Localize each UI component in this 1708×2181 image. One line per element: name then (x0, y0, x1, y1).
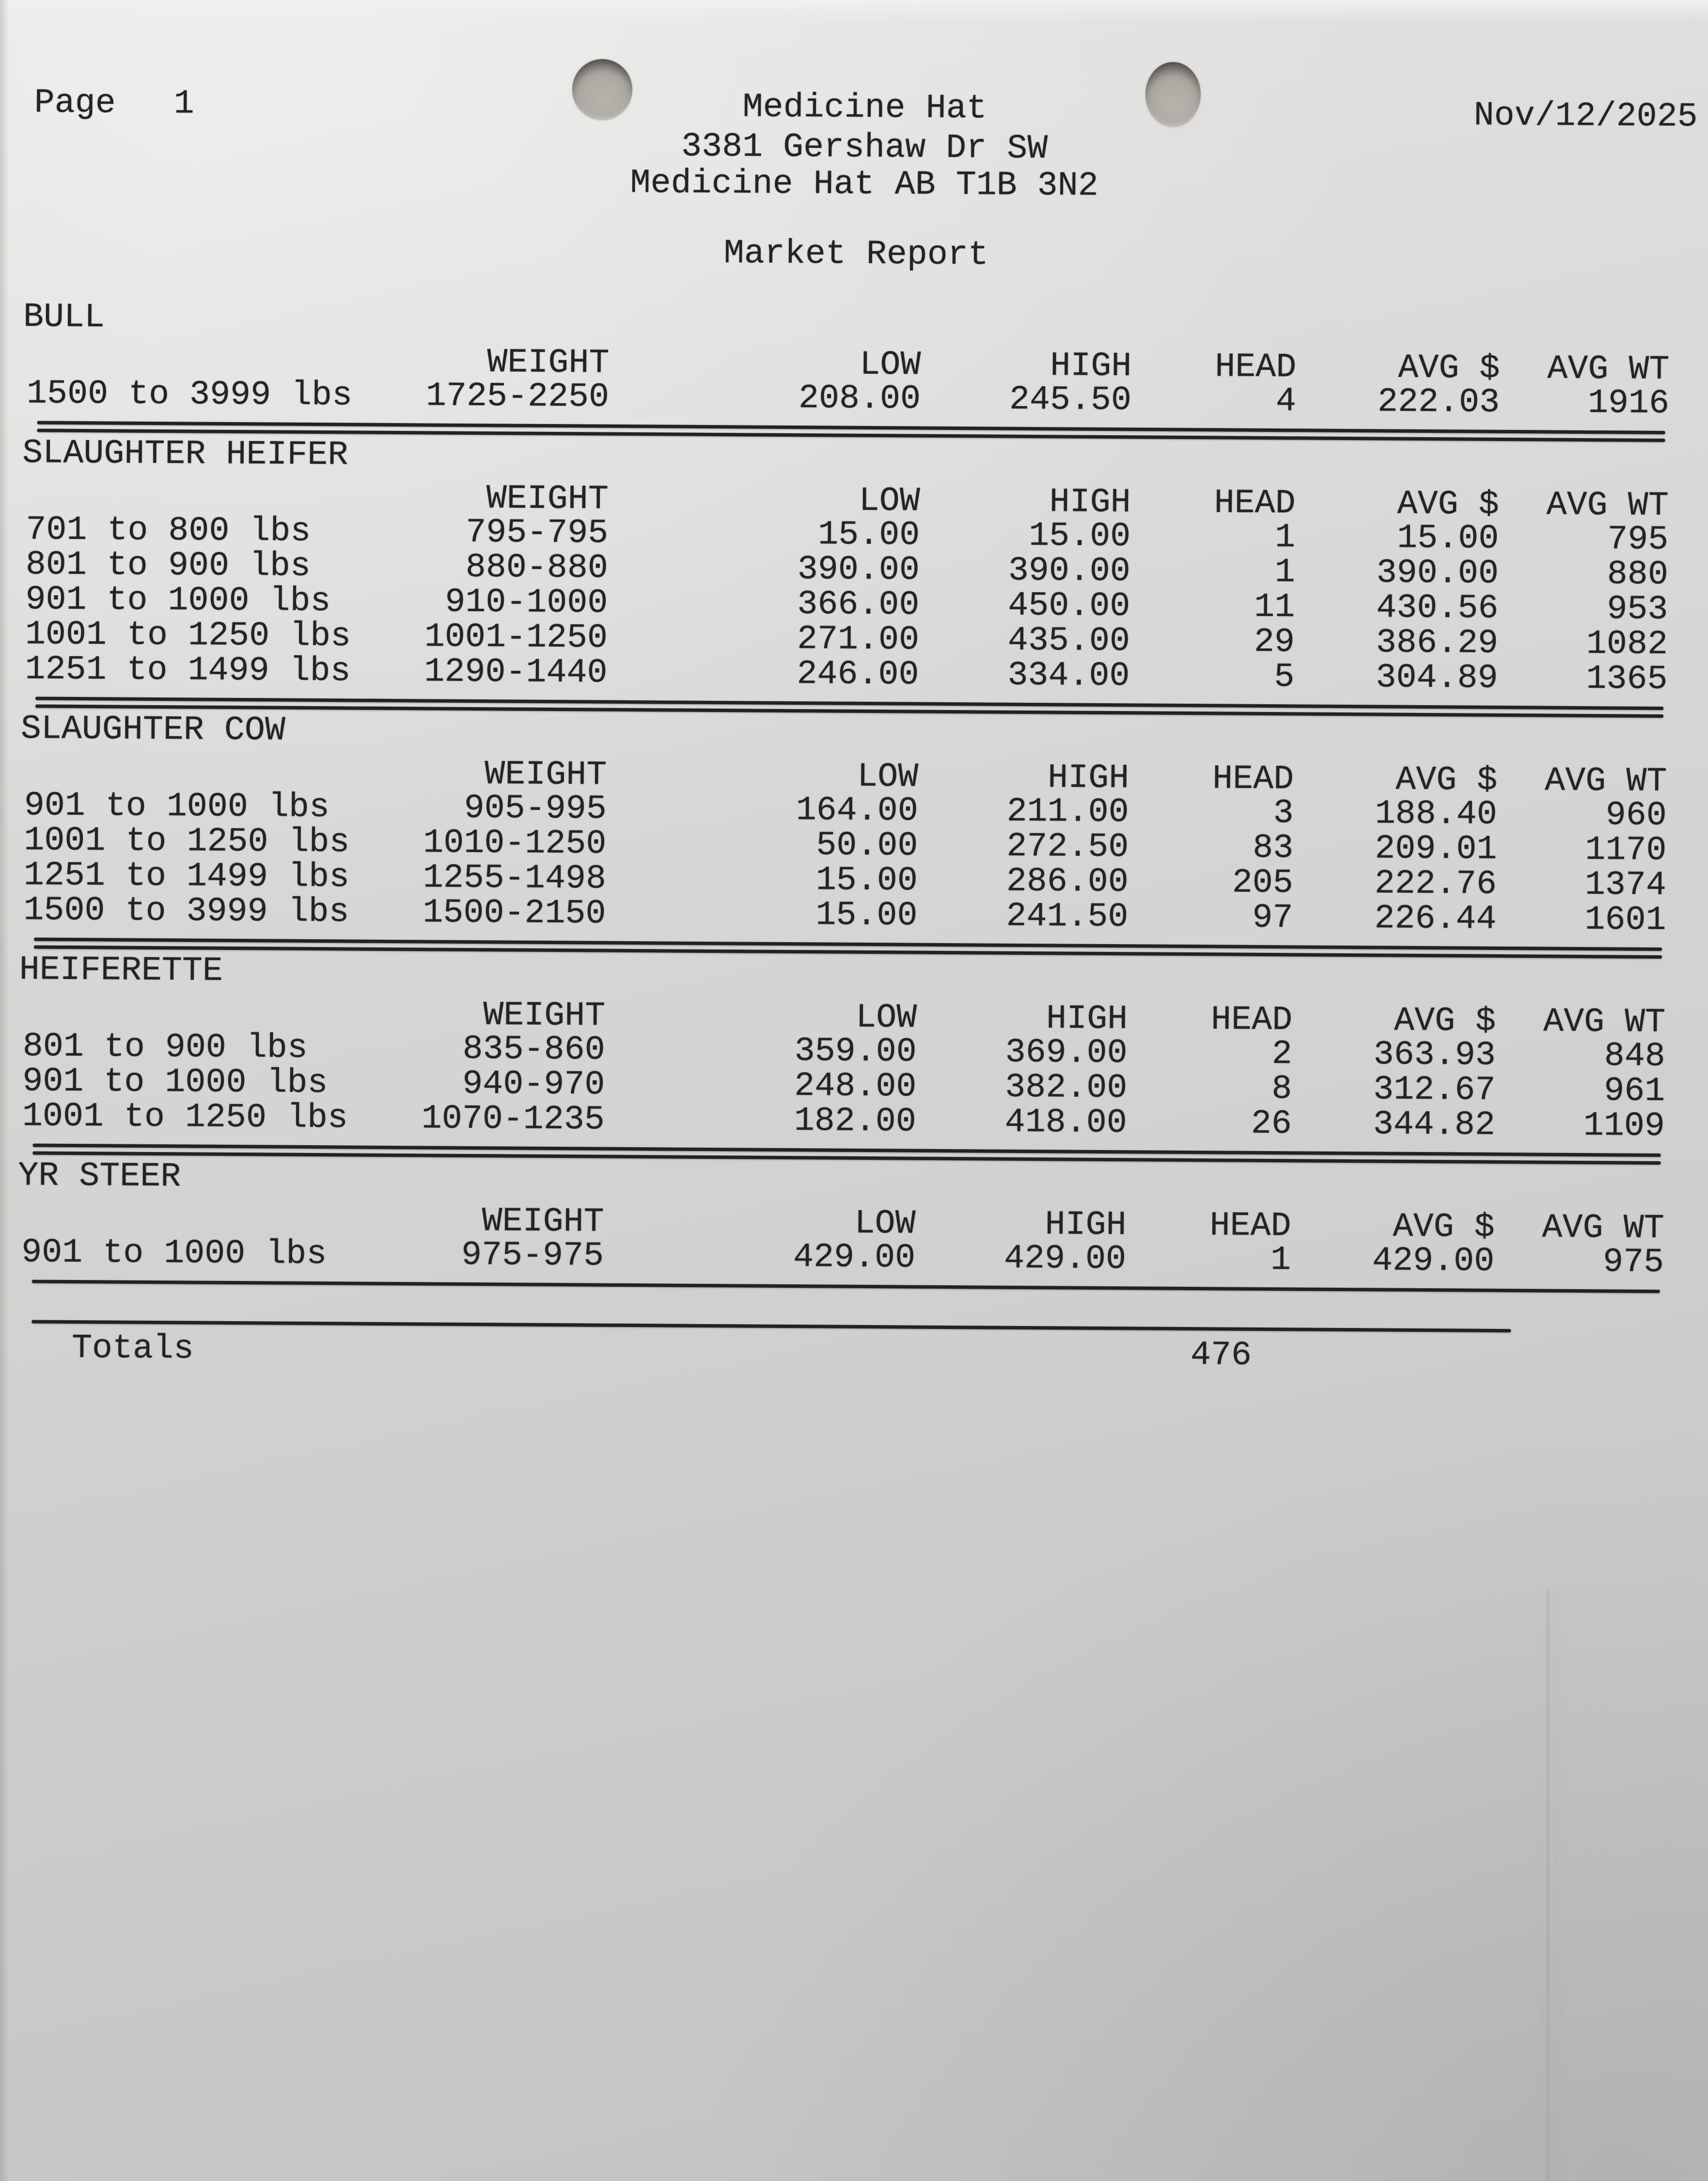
cell-avg_price: 312.67 (1373, 1071, 1496, 1110)
row-label: 901 to 1000 lbs (24, 787, 330, 827)
totals-label: Totals (71, 1329, 194, 1369)
column-header-high: HIGH (1050, 347, 1132, 386)
page-number: 1 (173, 85, 194, 124)
paper-crease (1547, 1590, 1550, 2181)
cell-weight: 1010-1250 (423, 824, 607, 864)
cell-high: 435.00 (1007, 621, 1130, 661)
column-header-high: HIGH (1049, 483, 1131, 522)
column-header-avg_wt: AVG WT (1544, 762, 1667, 802)
cell-head: 83 (1253, 829, 1294, 868)
column-header-avg_wt: AVG WT (1543, 1003, 1666, 1043)
cell-low: 15.00 (815, 896, 918, 935)
punch-hole-right (1145, 62, 1201, 127)
cell-head: 97 (1252, 899, 1293, 938)
section-title: YR STEER (17, 1157, 181, 1197)
column-header-avg_wt: AVG WT (1542, 1209, 1664, 1249)
cell-weight: 1500-2150 (423, 894, 606, 933)
cell-high: 429.00 (1003, 1239, 1127, 1279)
row-label: 1500 to 3999 lbs (23, 891, 349, 932)
row-label: 1500 to 3999 lbs (26, 375, 353, 415)
column-header-low: LOW (854, 1204, 916, 1244)
column-header-high: HIGH (1045, 1206, 1127, 1245)
cell-low: 182.00 (794, 1102, 917, 1141)
cell-avg_price: 222.76 (1374, 865, 1497, 904)
column-header-head: HEAD (1212, 760, 1294, 799)
report-title: Market Report (723, 235, 989, 275)
column-header-high: HIGH (1046, 1000, 1128, 1039)
cell-low: 359.00 (794, 1032, 917, 1072)
cell-avg_price: 304.89 (1376, 659, 1498, 698)
cell-high: 272.50 (1006, 827, 1129, 867)
cell-avg_wt: 795 (1607, 521, 1669, 560)
cell-weight: 910-1000 (445, 583, 608, 623)
cell-head: 4 (1275, 382, 1297, 421)
cell-head: 29 (1254, 623, 1295, 662)
cell-avg_wt: 1601 (1584, 901, 1666, 940)
row-label: 901 to 1000 lbs (25, 581, 331, 621)
column-header-avg_price: AVG $ (1398, 349, 1500, 388)
column-header-head: HEAD (1214, 484, 1296, 523)
cell-high: 15.00 (1028, 517, 1131, 556)
cell-avg_wt: 1365 (1586, 660, 1668, 699)
cell-weight: 1255-1498 (423, 859, 607, 899)
cell-avg_price: 344.82 (1373, 1106, 1496, 1145)
address-line1: 3381 Gershaw Dr SW (681, 127, 1048, 169)
cell-weight: 940-970 (462, 1065, 605, 1105)
cell-weight: 835-860 (462, 1030, 606, 1070)
cell-avg_price: 15.00 (1396, 519, 1499, 558)
column-header-weight: WEIGHT (482, 1202, 604, 1242)
column-header-avg_price: AVG $ (1397, 485, 1499, 524)
cell-high: 211.00 (1006, 792, 1129, 832)
row-label: 701 to 800 lbs (26, 511, 311, 551)
column-header-low: LOW (859, 482, 920, 521)
row-label: 1251 to 1499 lbs (23, 856, 350, 897)
cell-weight: 905-995 (464, 789, 607, 829)
column-header-avg_price: AVG $ (1395, 761, 1498, 800)
row-label: 801 to 900 lbs (22, 1027, 308, 1068)
cell-avg_price: 363.93 (1373, 1036, 1496, 1075)
cell-avg_wt: 1082 (1586, 625, 1668, 664)
column-header-head: HEAD (1210, 1001, 1293, 1040)
section-title: HEIFERETTE (19, 951, 223, 991)
cell-weight: 1001-1250 (424, 618, 608, 658)
cell-avg_price: 222.03 (1377, 383, 1500, 422)
cell-avg_wt: 1109 (1583, 1107, 1665, 1146)
column-header-weight: WEIGHT (487, 344, 610, 383)
column-header-avg_price: AVG $ (1393, 1208, 1495, 1247)
cell-head: 2 (1271, 1035, 1292, 1074)
cell-avg_price: 386.29 (1376, 624, 1499, 663)
cell-high: 245.50 (1009, 380, 1132, 420)
cell-low: 246.00 (797, 655, 919, 695)
cell-avg_wt: 1916 (1587, 384, 1670, 424)
cell-head: 8 (1271, 1070, 1292, 1109)
column-header-low: LOW (857, 758, 919, 797)
cell-avg_wt: 1374 (1584, 866, 1667, 905)
row-label: 901 to 1000 lbs (22, 1062, 328, 1103)
row-label: 1001 to 1250 lbs (25, 616, 351, 656)
cell-avg_wt: 961 (1604, 1072, 1665, 1111)
cell-low: 429.00 (793, 1238, 916, 1278)
cell-high: 382.00 (1005, 1068, 1128, 1108)
cell-high: 418.00 (1004, 1103, 1128, 1143)
report-date: Nov/12/2025 (1473, 96, 1698, 137)
cell-low: 248.00 (794, 1067, 917, 1106)
cell-weight: 1290-1440 (424, 653, 608, 693)
cell-weight: 795-795 (465, 513, 609, 553)
business-name: Medicine Hat (742, 88, 987, 128)
cell-avg_wt: 880 (1607, 555, 1669, 595)
column-header-weight: WEIGHT (484, 756, 607, 795)
column-header-avg_price: AVG $ (1394, 1002, 1496, 1041)
cell-head: 1 (1270, 1241, 1291, 1280)
cell-weight: 975-975 (461, 1236, 604, 1276)
cell-low: 15.00 (818, 516, 920, 555)
cell-avg_wt: 1170 (1585, 831, 1667, 870)
cell-avg_price: 390.00 (1376, 554, 1499, 593)
cell-avg_price: 226.44 (1374, 900, 1497, 939)
cell-high: 241.50 (1006, 897, 1128, 937)
punch-hole-left (572, 59, 632, 120)
cell-high: 334.00 (1007, 656, 1130, 696)
column-header-head: HEAD (1215, 348, 1297, 387)
column-header-low: LOW (855, 998, 917, 1038)
cell-high: 390.00 (1008, 552, 1131, 591)
cell-avg_wt: 953 (1607, 590, 1668, 630)
cell-head: 1 (1275, 519, 1296, 557)
row-label: 901 to 1000 lbs (21, 1233, 327, 1274)
cell-high: 286.00 (1006, 862, 1129, 902)
column-header-low: LOW (860, 346, 921, 385)
cell-avg_wt: 960 (1605, 796, 1667, 836)
cell-low: 208.00 (798, 379, 921, 419)
cell-avg_price: 429.00 (1372, 1242, 1495, 1281)
cell-low: 390.00 (797, 551, 920, 590)
cell-weight: 1070-1235 (421, 1100, 605, 1139)
address-line2: Medicine Hat AB T1B 3N2 (630, 164, 1099, 205)
cell-head: 5 (1274, 658, 1295, 697)
cell-head: 26 (1251, 1105, 1292, 1144)
column-header-high: HIGH (1047, 759, 1129, 798)
cell-low: 15.00 (815, 861, 918, 901)
cell-high: 450.00 (1008, 586, 1130, 626)
column-header-avg_wt: AVG WT (1547, 350, 1670, 390)
column-header-weight: WEIGHT (483, 996, 606, 1036)
totals-head-count: 476 (1190, 1336, 1252, 1375)
totals-row (0, 1328, 1700, 1380)
row-label: 1251 to 1499 lbs (25, 650, 351, 691)
cell-head: 205 (1232, 864, 1294, 903)
cell-low: 164.00 (796, 791, 919, 831)
cell-high: 369.00 (1005, 1033, 1128, 1073)
cell-avg_price: 209.01 (1375, 830, 1497, 869)
column-header-weight: WEIGHT (486, 480, 609, 519)
cell-head: 3 (1273, 794, 1294, 833)
section-title: SLAUGHTER HEIFER (22, 434, 348, 475)
cell-avg_price: 430.56 (1376, 589, 1499, 628)
section-title: BULL (23, 298, 105, 337)
column-header-avg_wt: AVG WT (1546, 486, 1669, 526)
cell-avg_wt: 975 (1602, 1243, 1664, 1282)
row-label: 1001 to 1250 lbs (22, 1097, 348, 1138)
cell-low: 366.00 (797, 585, 920, 625)
cell-weight: 1725-2250 (425, 377, 610, 417)
cell-avg_price: 188.40 (1375, 795, 1498, 834)
cell-weight: 880-880 (465, 548, 609, 588)
column-header-head: HEAD (1209, 1207, 1291, 1246)
page-label: Page (34, 84, 116, 123)
row-label: 801 to 900 lbs (25, 546, 311, 586)
cell-low: 271.00 (797, 620, 920, 660)
section-title: SLAUGHTER COW (20, 710, 286, 750)
cell-low: 50.00 (816, 826, 918, 866)
cell-head: 11 (1254, 588, 1295, 627)
cell-head: 1 (1274, 553, 1296, 592)
row-label: 1001 to 1250 lbs (24, 822, 350, 862)
cell-avg_wt: 848 (1604, 1037, 1665, 1076)
